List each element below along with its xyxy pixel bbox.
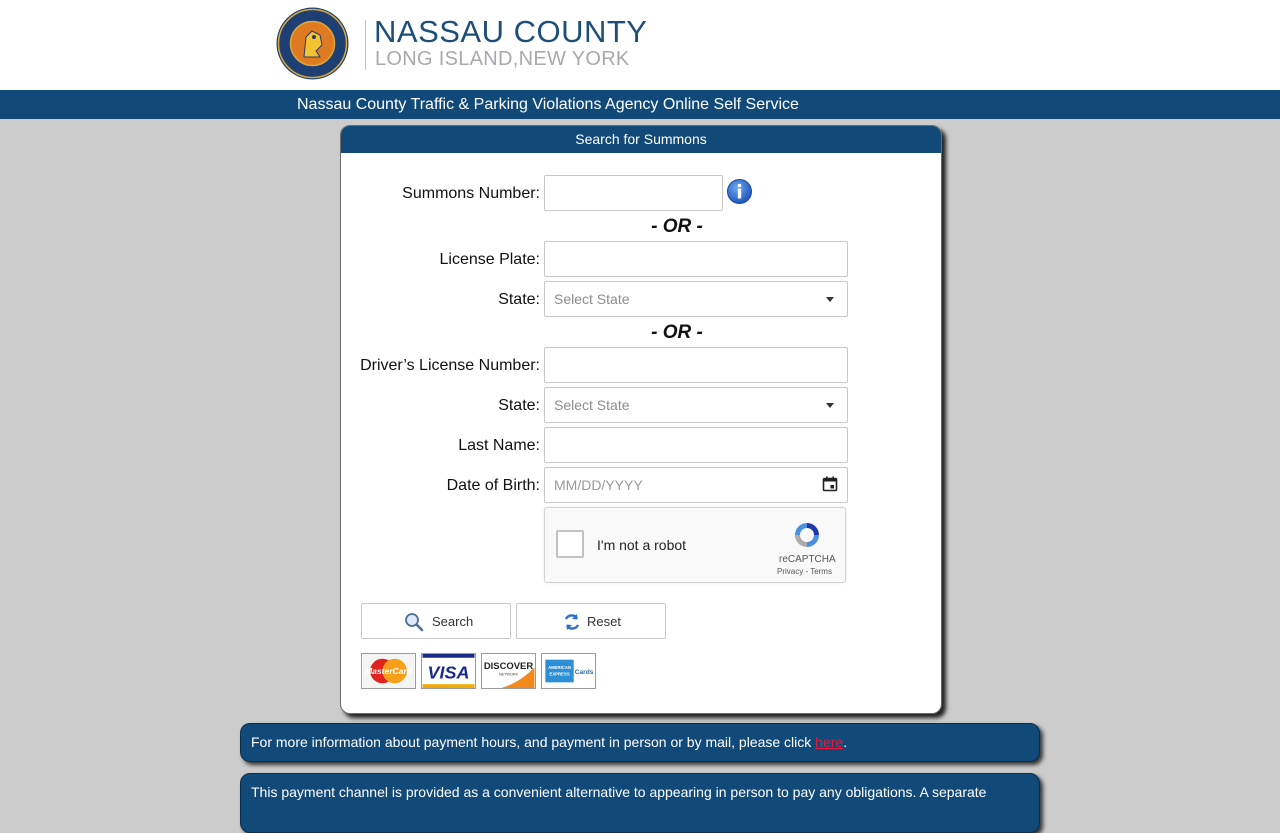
subtitle-long-island: LONG ISLAND, xyxy=(375,48,519,70)
recaptcha-brand: reCAPTCHA xyxy=(779,554,836,565)
visa-icon xyxy=(421,653,476,689)
or-separator: - OR - xyxy=(651,322,703,343)
discover-icon xyxy=(481,653,536,689)
chevron-down-icon xyxy=(826,403,834,408)
summons-number-input[interactable] xyxy=(544,175,723,211)
last-name-label: Last Name: xyxy=(458,437,540,454)
payment-info-text: For more information about payment hours, and payment in person or by mail, please click xyxy=(251,734,816,750)
dl-state-value: Select State xyxy=(554,397,630,413)
dl-state-select[interactable] xyxy=(544,387,848,423)
recaptcha-privacy-terms-links[interactable]: Privacy - Terms xyxy=(777,567,832,576)
county-subtitle xyxy=(375,48,630,70)
agency-bar xyxy=(0,90,1280,119)
date-of-birth-label: Date of Birth: xyxy=(446,477,540,494)
svg-text:MasterCard: MasterCard xyxy=(365,665,412,676)
agency-title: Nassau County Traffic & Parking Violations Agency Online Self Service xyxy=(297,96,799,113)
svg-text:NETWORK: NETWORK xyxy=(498,672,519,677)
plate-state-value: Select State xyxy=(554,291,630,307)
svg-text:AMERICAN: AMERICAN xyxy=(548,665,571,671)
search-panel xyxy=(340,125,942,714)
plate-state-select[interactable] xyxy=(544,281,848,317)
svg-text:EXPRESS: EXPRESS xyxy=(549,671,570,677)
svg-text:VISA: VISA xyxy=(427,662,470,683)
license-plate-label: License Plate: xyxy=(439,251,540,268)
info-icon[interactable] xyxy=(727,179,752,204)
last-name-input[interactable] xyxy=(544,427,848,463)
calendar-icon[interactable] xyxy=(822,476,838,492)
search-icon xyxy=(404,612,424,632)
summons-number-label: Summons Number: xyxy=(402,185,540,202)
amex-icon xyxy=(541,653,596,689)
dl-state-label: State: xyxy=(498,397,540,414)
reset-button[interactable] xyxy=(516,603,666,639)
panel-header: Search for Summons xyxy=(341,126,941,153)
recaptcha-widget xyxy=(544,507,846,583)
date-of-birth-wrapper xyxy=(544,467,848,503)
drivers-license-input[interactable] xyxy=(544,347,848,383)
mastercard-icon xyxy=(361,653,416,689)
recaptcha-label: I'm not a robot xyxy=(597,537,687,553)
brand-divider xyxy=(365,20,366,70)
recaptcha-logo-icon xyxy=(791,519,823,551)
search-button-label: Search xyxy=(432,614,474,629)
payment-info-end: . xyxy=(843,734,848,750)
nassau-county-seal-logo xyxy=(276,7,349,80)
drivers-license-label: Driver’s License Number: xyxy=(360,357,540,374)
subtitle-new-york: NEW YORK xyxy=(518,48,630,70)
date-of-birth-input[interactable] xyxy=(544,467,848,503)
alternative-payment-text: This payment channel is provided as a convenient alternative to appearing in person to pay any obligations. A separate xyxy=(251,784,987,800)
search-button[interactable] xyxy=(361,603,511,639)
county-title: NASSAU COUNTY xyxy=(374,14,648,49)
site-header xyxy=(0,0,1280,90)
payment-info-notice xyxy=(240,723,1040,762)
alternative-payment-notice xyxy=(240,773,1040,833)
plate-state-label: State: xyxy=(498,291,540,308)
refresh-icon xyxy=(562,612,582,632)
svg-text:DISCOVER: DISCOVER xyxy=(483,661,534,673)
payment-info-here-link[interactable]: here xyxy=(815,734,844,750)
or-separator: - OR - xyxy=(651,216,703,237)
recaptcha-checkbox[interactable] xyxy=(556,530,584,558)
license-plate-input[interactable] xyxy=(544,241,848,277)
chevron-down-icon xyxy=(826,297,834,302)
reset-button-label: Reset xyxy=(587,614,621,629)
svg-text:Cards: Cards xyxy=(574,668,594,676)
